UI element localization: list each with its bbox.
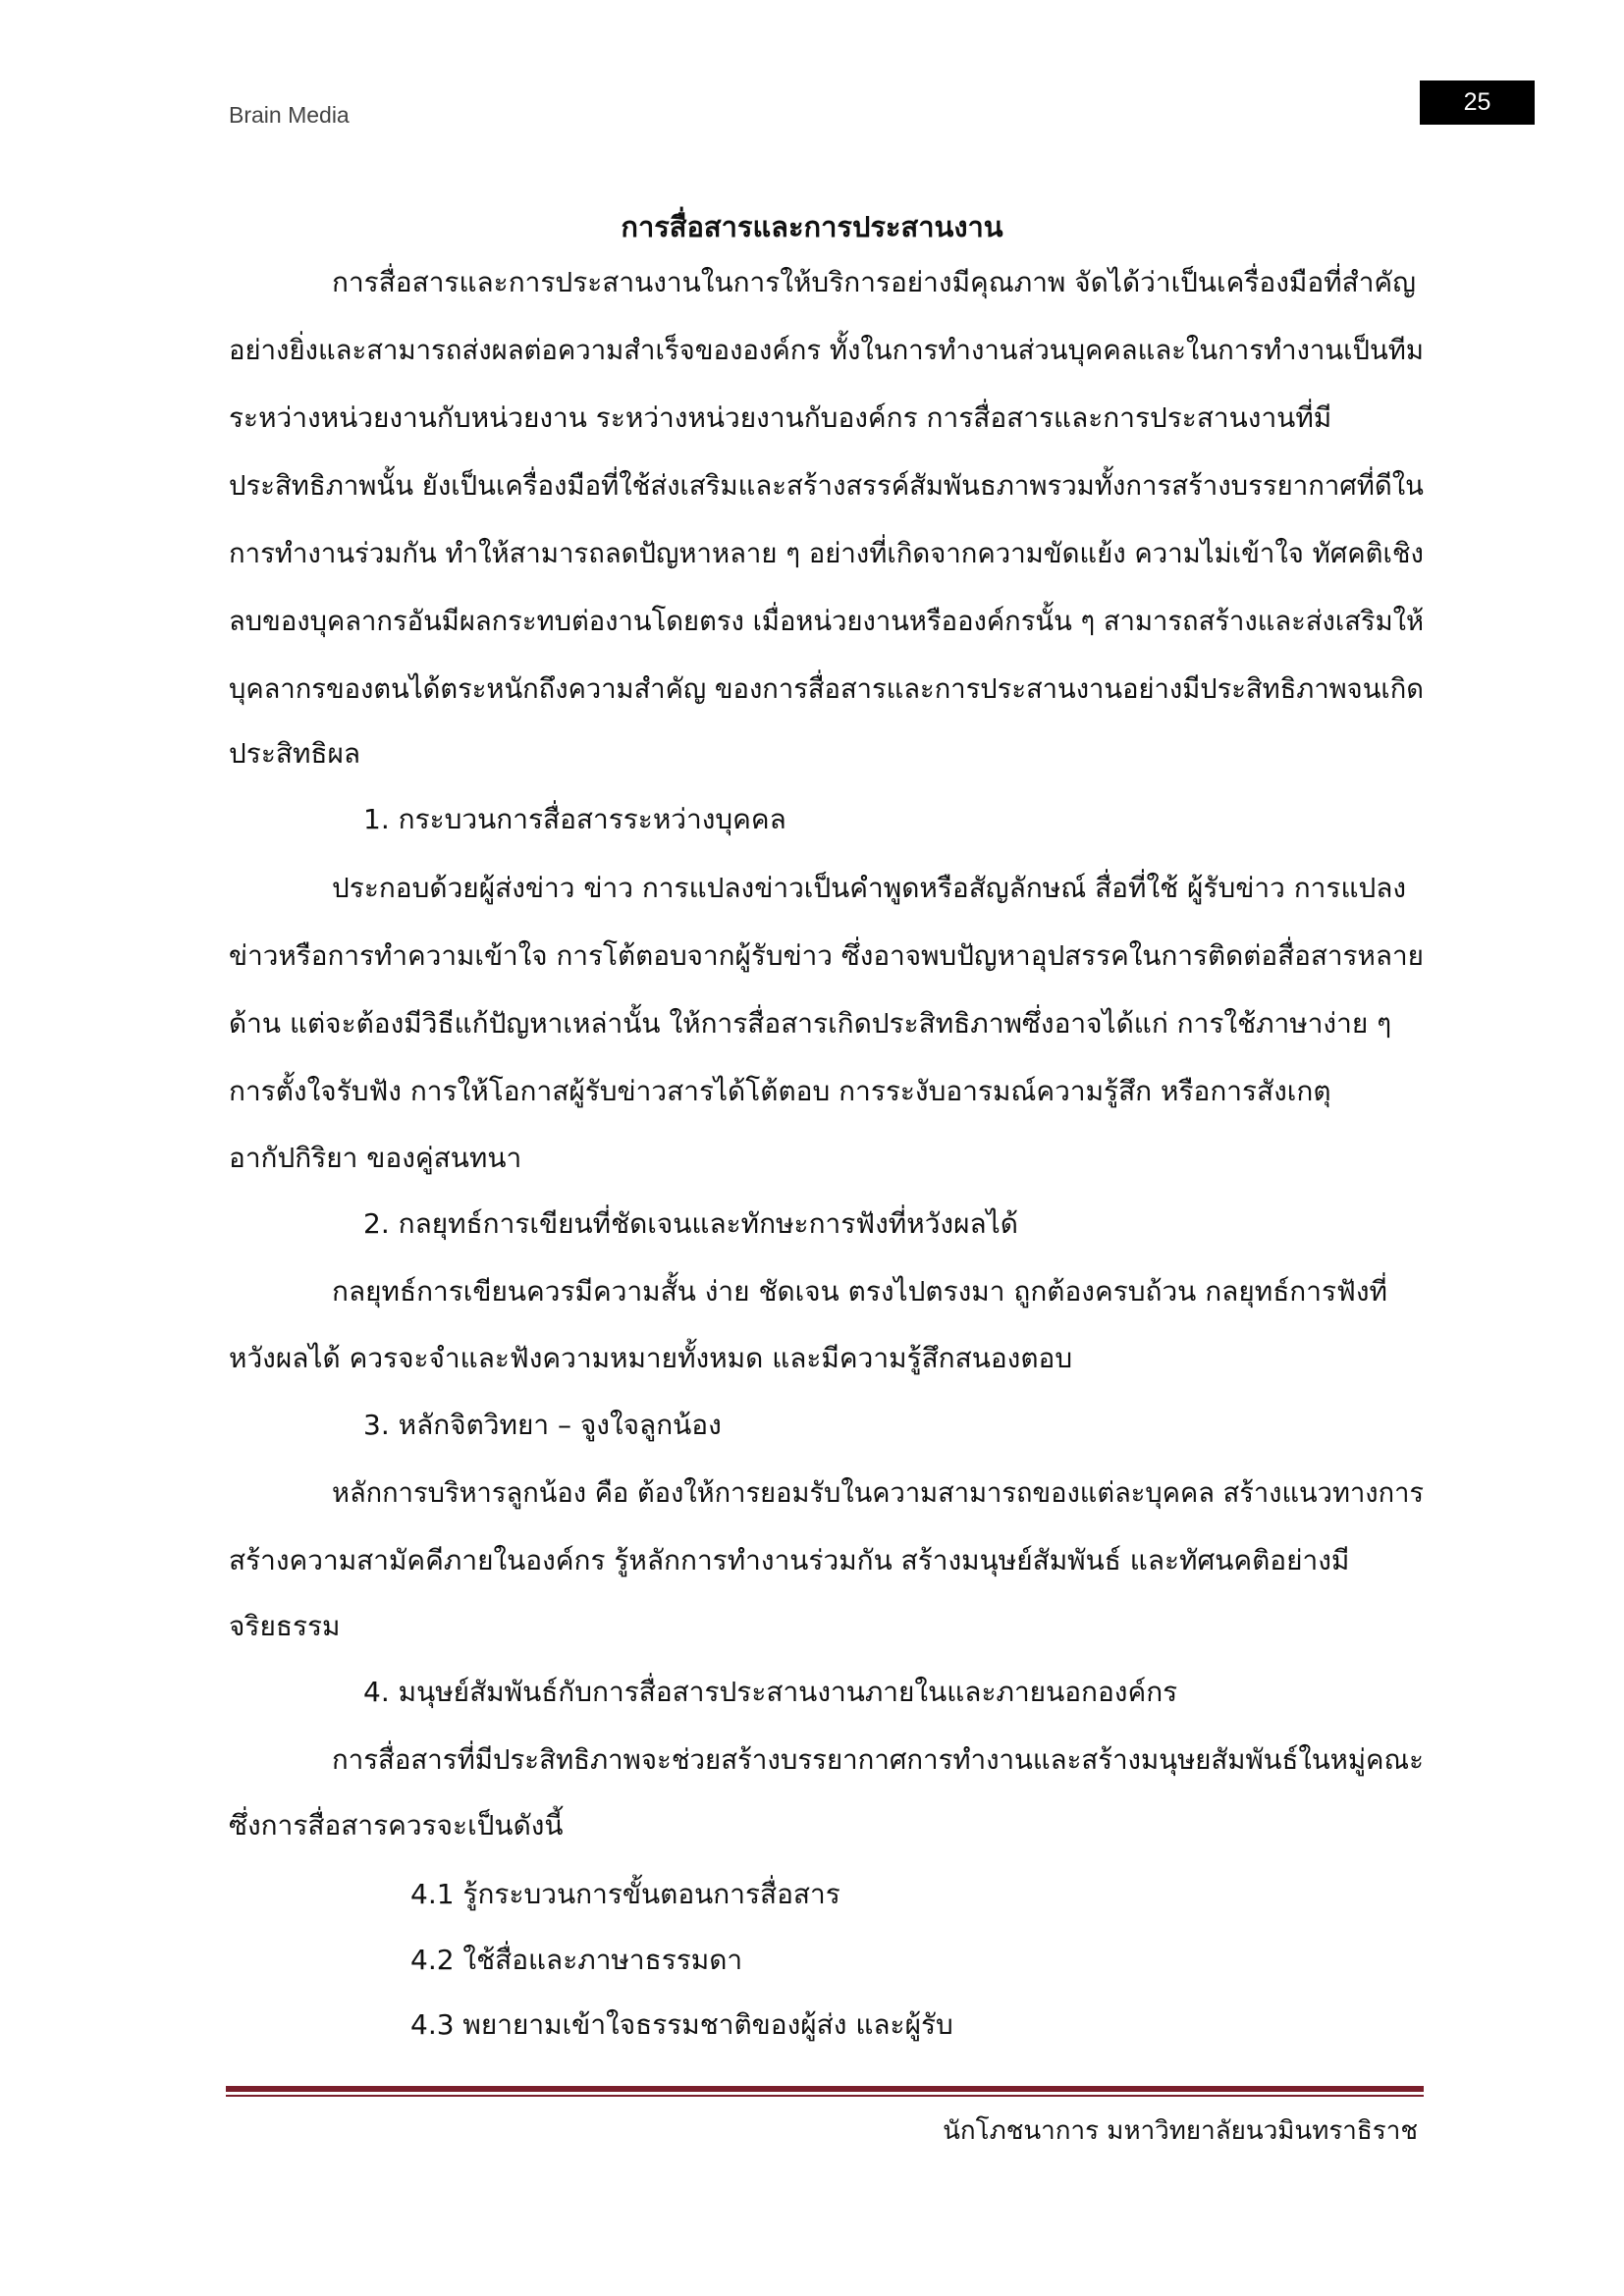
section-4-heading: 4. มนุษย์สัมพันธ์กับการสื่อสารประสานงานภายในและภายนอกองค์กร	[363, 1676, 1178, 1708]
intro-line-2: อย่างยิ่งและสามารถส่งผลต่อความสำเร็จขององค์กร ทั้งในการทำงานส่วนบุคคลและในการทำงานเป็นทีม	[229, 334, 1424, 366]
intro-line-7: บุคลากรของตนได้ตระหนักถึงความสำคัญ ของการสื่อสารและการประสานงานอย่างมีประสิทธิภาพจนเกิด	[229, 672, 1425, 705]
intro-line-4: ประสิทธิภาพนั้น ยังเป็นเครื่องมือที่ใช้ส่งเสริมและสร้างสรรค์สัมพันธภาพรวมทั้งการสร้างบรรยากาศที่ดีใน	[229, 469, 1424, 502]
section-1-line-4: การตั้งใจรับฟัง การให้โอกาสผู้รับข่าวสารได้โต้ตอบ การระงับอารมณ์ความรู้สึก หรือการสังเกตุ	[229, 1075, 1331, 1107]
section-2-line-2: หวังผลได้ ควรจะจำและฟังความหมายทั้งหมด และมีความรู้สึกสนองตอบ	[229, 1342, 1073, 1374]
section-3-heading: 3. หลักจิตวิทยา – จูงใจลูกน้อง	[363, 1409, 722, 1441]
section-3-line-3: จริยธรรม	[229, 1610, 341, 1642]
intro-line-5: การทำงานร่วมกัน ทำให้สามารถลดปัญหาหลาย ๆ อย่างที่เกิดจากความขัดแย้ง ความไม่เข้าใจ ทัศคติเชิง	[229, 537, 1424, 569]
intro-line-6: ลบของบุคลากรอันมีผลกระทบต่องานโดยตรง เมื่อหน่วยงานหรือองค์กรนั้น ๆ สามารถสร้างและส่งเสริมให้	[229, 605, 1425, 637]
header-publisher: Brain Media	[229, 102, 350, 128]
section-3-line-2: สร้างความสามัคคีภายในองค์กร รู้หลักการทำงานร่วมกัน สร้างมนุษย์สัมพันธ์ และทัศนคติอย่างมี	[229, 1544, 1350, 1576]
section-1-heading: 1. กระบวนการสื่อสารระหว่างบุคคล	[363, 803, 786, 835]
footer-rule-thick	[226, 2086, 1424, 2092]
section-1-line-1: ประกอบด้วยผู้ส่งข่าว ข่าว การแปลงข่าวเป็นคำพูดหรือสัญลักษณ์ สื่อที่ใช้ ผู้รับข่าว การแปลง	[332, 872, 1407, 904]
page-number-badge	[1420, 80, 1535, 125]
section-title: การสื่อสารและการประสานงาน	[621, 210, 1003, 243]
intro-line-1: การสื่อสารและการประสานงานในการให้บริการอย่างมีคุณภาพ จัดได้ว่าเป็นเครื่องมือที่สำคัญ	[332, 266, 1417, 298]
section-4-line-1: การสื่อสารที่มีประสิทธิภาพจะช่วยสร้างบรรยากาศการทำงานและสร้างมนุษยสัมพันธ์ในหมู่คณะ	[332, 1743, 1424, 1776]
page-number: 25	[1463, 88, 1491, 116]
section-4-item-1: 4.1 รู้กระบวนการขั้นตอนการสื่อสาร	[410, 1878, 840, 1910]
section-2-line-1: กลยุทธ์การเขียนควรมีความสั้น ง่าย ชัดเจน ตรงไปตรงมา ถูกต้องครบถ้วน กลยุทธ์การฟังที่	[332, 1275, 1387, 1308]
section-1-line-5: อากัปกิริยา ของคู่สนทนา	[229, 1142, 522, 1174]
section-4-item-3: 4.3 พยายามเข้าใจธรรมชาติของผู้ส่ง และผู้รับ	[410, 2008, 953, 2041]
section-1-line-2: ข่าวหรือการทำความเข้าใจ การโต้ตอบจากผู้รับข่าว ซึ่งอาจพบปัญหาอุปสรรคในการติดต่อสื่อสารหลาย	[229, 939, 1425, 972]
footer-text: นักโภชนาการ มหาวิทยาลัยนวมินทราธิราช	[943, 2116, 1418, 2146]
intro-line-3: ระหว่างหน่วยงานกับหน่วยงาน ระหว่างหน่วยงานกับองค์กร การสื่อสารและการประสานงานที่มี	[229, 401, 1332, 434]
section-2-heading: 2. กลยุทธ์การเขียนที่ชัดเจนและทักษะการฟังที่หวังผลได้	[363, 1207, 1018, 1240]
section-1-line-3: ด้าน แต่จะต้องมีวิธีแก้ปัญหาเหล่านั้น ให้การสื่อสารเกิดประสิทธิภาพซึ่งอาจได้แก่ การใช้ภาษาง่าย ๆ	[229, 1007, 1392, 1040]
footer-rule-thin	[226, 2095, 1424, 2097]
intro-line-8: ประสิทธิผล	[229, 737, 361, 770]
section-3-line-1: หลักการบริหารลูกน้อง คือ ต้องให้การยอมรับในความสามารถของแต่ละบุคคล สร้างแนวทางการ	[332, 1476, 1425, 1509]
section-4-line-2: ซึ่งการสื่อสารควรจะเป็นดังนี้	[229, 1809, 564, 1842]
section-4-item-2: 4.2 ใช้สื่อและภาษาธรรมดา	[410, 1944, 743, 1976]
